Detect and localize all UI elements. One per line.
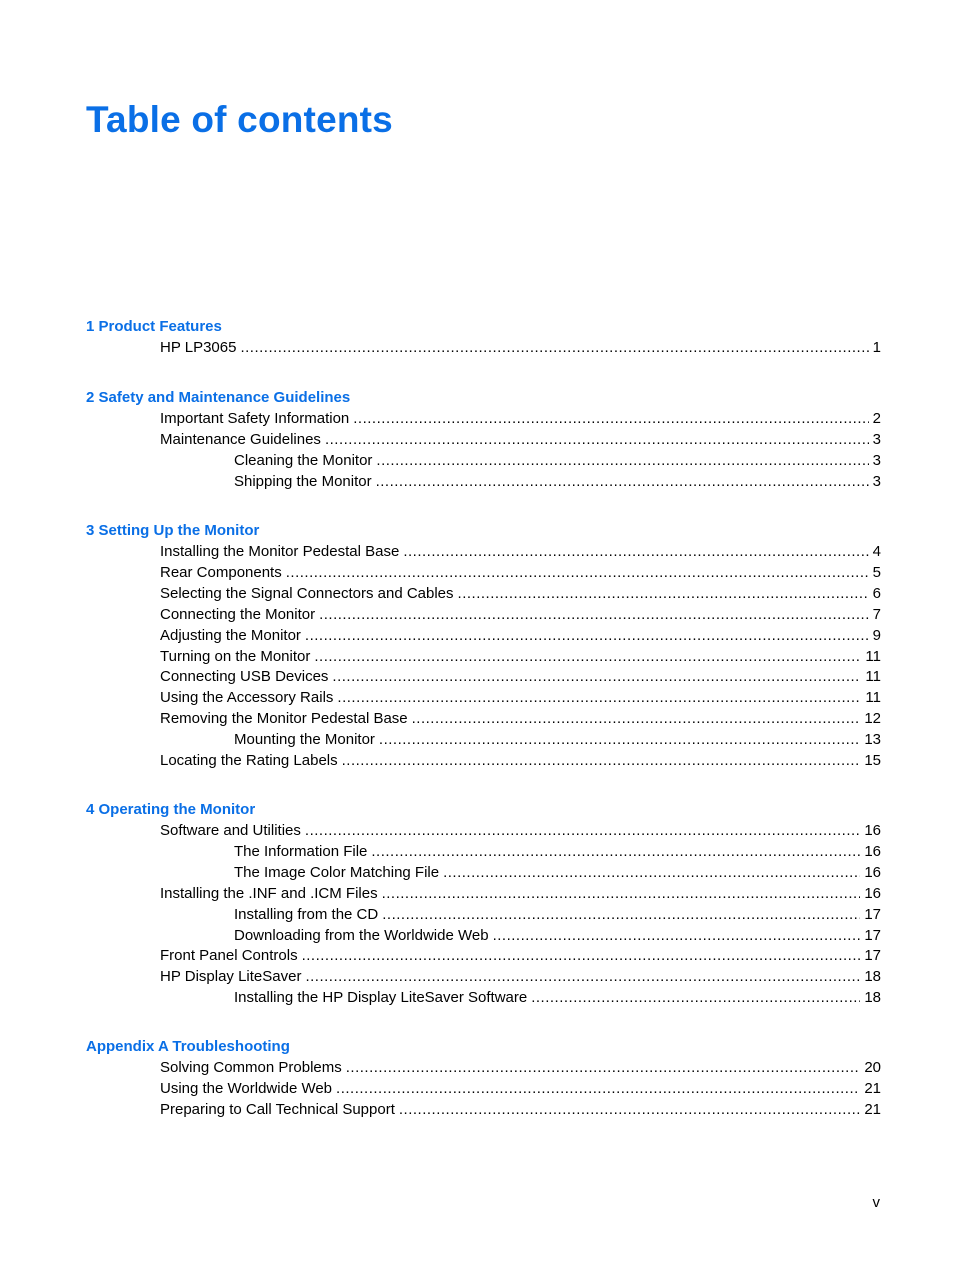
dot-leader	[336, 1079, 860, 1099]
toc-entry-page: 1	[872, 339, 881, 356]
dot-leader	[332, 667, 861, 687]
toc-entry-page: 18	[864, 989, 881, 1006]
toc-entry-page: 9	[872, 627, 881, 644]
toc-entry-label: Installing the HP Display LiteSaver Software	[234, 989, 528, 1006]
toc-entry-label: Connecting the Monitor	[160, 606, 316, 623]
toc-entry[interactable]	[160, 584, 881, 604]
toc-entry-page: 3	[872, 431, 881, 448]
toc-entry-page: 12	[864, 710, 881, 727]
toc-entry[interactable]	[160, 709, 881, 729]
toc-entry-label: Downloading from the Worldwide Web	[234, 927, 489, 944]
toc-entry-label: Maintenance Guidelines	[160, 431, 321, 448]
dot-leader	[346, 1058, 861, 1078]
page-title: Table of contents	[86, 99, 393, 140]
toc-entry-page: 2	[872, 410, 881, 427]
toc-entry-page: 20	[864, 1059, 881, 1076]
toc-entry-page: 7	[872, 606, 881, 623]
toc-entry-page: 11	[865, 648, 881, 665]
toc-entry-page: 16	[864, 822, 881, 839]
toc-entry-page: 3	[872, 452, 881, 469]
dot-leader	[305, 967, 860, 987]
toc-entry[interactable]	[160, 946, 881, 966]
toc-entry-page: 17	[864, 906, 881, 923]
toc-entry-page: 3	[872, 473, 881, 490]
dot-leader	[371, 842, 860, 862]
dot-leader	[531, 988, 860, 1008]
toc-entry-page: 21	[864, 1101, 881, 1118]
toc-entry[interactable]	[160, 1058, 881, 1078]
page-number: v	[872, 1194, 880, 1211]
toc-entry[interactable]	[160, 884, 881, 904]
toc-entry-page: 6	[872, 585, 881, 602]
toc-entry-label: The Image Color Matching File	[234, 864, 440, 881]
toc-entry-page: 11	[865, 689, 881, 706]
toc-entry[interactable]	[160, 751, 881, 771]
dot-leader	[240, 338, 868, 358]
dot-leader	[379, 730, 860, 750]
dot-leader	[286, 563, 869, 583]
dot-leader	[399, 1100, 860, 1120]
dot-leader	[382, 884, 861, 904]
toc-entry[interactable]	[160, 967, 881, 987]
toc-entry[interactable]	[234, 905, 881, 925]
toc-entry-label: Installing from the CD	[234, 906, 379, 923]
toc-entry-label: Cleaning the Monitor	[234, 452, 373, 469]
chapter-heading[interactable]: 2 Safety and Maintenance Guidelines	[86, 389, 351, 406]
toc-entry-page: 15	[864, 752, 881, 769]
toc-entry-label: Solving Common Problems	[160, 1059, 342, 1076]
toc-entry[interactable]	[160, 1100, 881, 1120]
toc-entry-page: 16	[864, 864, 881, 881]
dot-leader	[458, 584, 869, 604]
toc-entry-label: Adjusting the Monitor	[160, 627, 301, 644]
toc-entry-label: Important Safety Information	[160, 410, 350, 427]
dot-leader	[403, 542, 868, 562]
dot-leader	[314, 647, 861, 667]
toc-entry[interactable]	[234, 863, 881, 883]
toc-entry-label: Connecting USB Devices	[160, 668, 329, 685]
toc-entry-label: Installing the Monitor Pedestal Base	[160, 543, 400, 560]
toc-entry-label: Using the Accessory Rails	[160, 689, 334, 706]
toc-entry-label: HP LP3065	[160, 339, 237, 356]
dot-leader	[337, 688, 861, 708]
toc-entry-label: Using the Worldwide Web	[160, 1080, 333, 1097]
toc-entry[interactable]	[160, 338, 881, 358]
toc-entry[interactable]	[160, 605, 881, 625]
toc-entry-label: Selecting the Signal Connectors and Cables	[160, 585, 454, 602]
toc-entry-label: Turning on the Monitor	[160, 648, 311, 665]
chapter-heading[interactable]: 1 Product Features	[86, 318, 222, 335]
toc-entry[interactable]	[234, 451, 881, 471]
toc-entry-page: 16	[864, 843, 881, 860]
chapter-heading[interactable]: Appendix A Troubleshooting	[86, 1038, 290, 1055]
chapter-heading[interactable]: 4 Operating the Monitor	[86, 801, 256, 818]
dot-leader	[302, 946, 861, 966]
toc-entry-page: 18	[864, 968, 881, 985]
dot-leader	[305, 821, 860, 841]
dot-leader	[376, 451, 868, 471]
dot-leader	[382, 905, 860, 925]
toc-entry[interactable]	[160, 667, 881, 687]
toc-entry[interactable]	[234, 926, 881, 946]
toc-entry[interactable]	[160, 626, 881, 646]
toc-entry-label: The Information File	[234, 843, 368, 860]
chapter-heading[interactable]: 3 Setting Up the Monitor	[86, 522, 260, 539]
toc-entry-label: Installing the .INF and .ICM Files	[160, 885, 378, 902]
dot-leader	[342, 751, 861, 771]
dot-leader	[493, 926, 861, 946]
toc-entry[interactable]	[160, 409, 881, 429]
dot-leader	[325, 430, 869, 450]
toc-entry[interactable]	[234, 472, 881, 492]
toc-entry[interactable]	[160, 647, 881, 667]
toc-entry[interactable]	[160, 1079, 881, 1099]
toc-entry[interactable]	[160, 821, 881, 841]
toc-entry-label: Preparing to Call Technical Support	[160, 1101, 395, 1118]
dot-leader	[412, 709, 861, 729]
toc-entry[interactable]	[160, 542, 881, 562]
dot-leader	[376, 472, 869, 492]
toc-entry[interactable]	[234, 730, 881, 750]
toc-entry-page: 16	[864, 885, 881, 902]
toc-entry[interactable]	[160, 430, 881, 450]
dot-leader	[305, 626, 869, 646]
toc-entry-label: Removing the Monitor Pedestal Base	[160, 710, 408, 727]
toc-entry-label: Mounting the Monitor	[234, 731, 375, 748]
toc-entry-page: 4	[872, 543, 881, 560]
toc-entry-label: Software and Utilities	[160, 822, 301, 839]
dot-leader	[443, 863, 860, 883]
toc-entry-page: 13	[864, 731, 881, 748]
toc-entry-page: 11	[865, 668, 881, 685]
dot-leader	[353, 409, 868, 429]
toc-entry-label: Locating the Rating Labels	[160, 752, 338, 769]
dot-leader	[319, 605, 869, 625]
toc-entry[interactable]	[234, 988, 881, 1008]
toc-entry-label: Rear Components	[160, 564, 282, 581]
toc-entry[interactable]	[234, 842, 881, 862]
toc-entry-page: 21	[864, 1080, 881, 1097]
toc-entry-page: 17	[864, 947, 881, 964]
toc-entry-page: 17	[864, 927, 881, 944]
toc-entry[interactable]	[160, 688, 881, 708]
toc-entry-page: 5	[872, 564, 881, 581]
toc-entry[interactable]	[160, 563, 881, 583]
toc-entry-label: Front Panel Controls	[160, 947, 298, 964]
toc-entry-label: Shipping the Monitor	[234, 473, 372, 490]
toc-entry-label: HP Display LiteSaver	[160, 968, 302, 985]
